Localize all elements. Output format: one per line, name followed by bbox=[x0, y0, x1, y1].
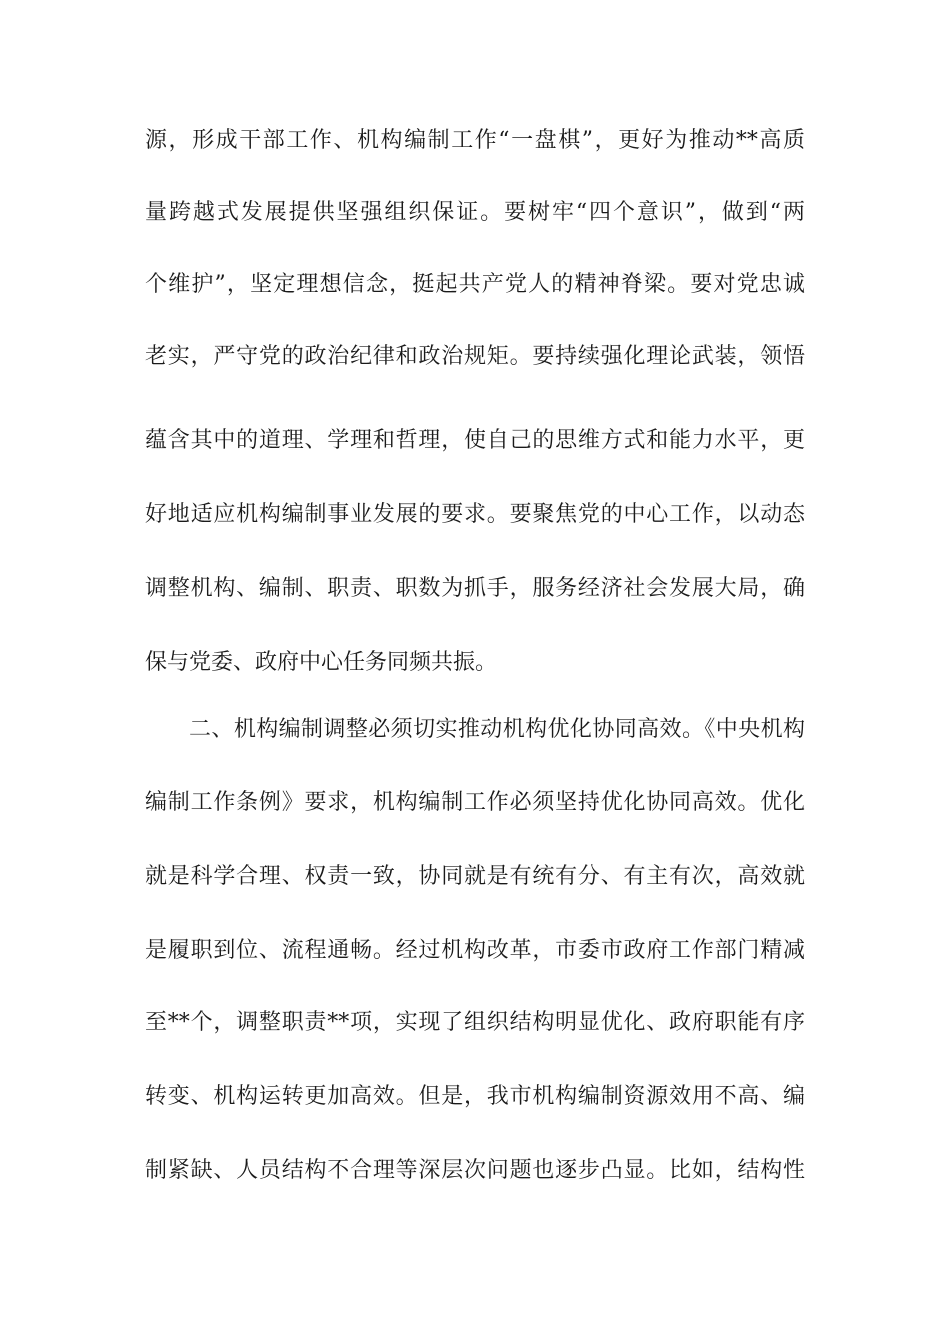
text-line: 个维护”，坚定理想信念，挺起共产党人的精神脊梁。要对党忠诚 bbox=[145, 272, 805, 297]
text-line: 转变、机构运转更加高效。但是，我市机构编制资源效用不高、编 bbox=[145, 1084, 805, 1109]
text-line: 制紧缺、人员结构不合理等深层次问题也逐步凸显。比如，结构性 bbox=[145, 1158, 805, 1183]
text-line: 至**个，调整职责**项，实现了组织结构明显优化、政府职能有序 bbox=[145, 1010, 805, 1035]
text-line: 蕴含其中的道理、学理和哲理，使自己的思维方式和能力水平，更 bbox=[145, 428, 805, 453]
text-line: 编制工作条例》要求，机构编制工作必须坚持优化协同高效。优化 bbox=[145, 790, 805, 815]
text-line: 老实，严守党的政治纪律和政治规矩。要持续强化理论武装，领悟 bbox=[145, 344, 805, 369]
text-line: 调整机构、编制、职责、职数为抓手，服务经济社会发展大局，确 bbox=[145, 576, 805, 601]
text-line: 是履职到位、流程通畅。经过机构改革，市委市政府工作部门精减 bbox=[145, 938, 805, 963]
text-line: 源，形成干部工作、机构编制工作“一盘棋”，更好为推动**高质 bbox=[145, 128, 805, 153]
text-line: 量跨越式发展提供坚强组织保证。要树牢“四个意识”，做到“两 bbox=[145, 200, 805, 225]
text-line: 好地适应机构编制事业发展的要求。要聚焦党的中心工作，以动态 bbox=[145, 502, 805, 527]
text-line: 二、机构编制调整必须切实推动机构优化协同高效。《中央机构 bbox=[189, 717, 805, 742]
text-line: 就是科学合理、权责一致，协同就是有统有分、有主有次，高效就 bbox=[145, 864, 805, 889]
text-line: 保与党委、政府中心任务同频共振。 bbox=[145, 650, 498, 675]
